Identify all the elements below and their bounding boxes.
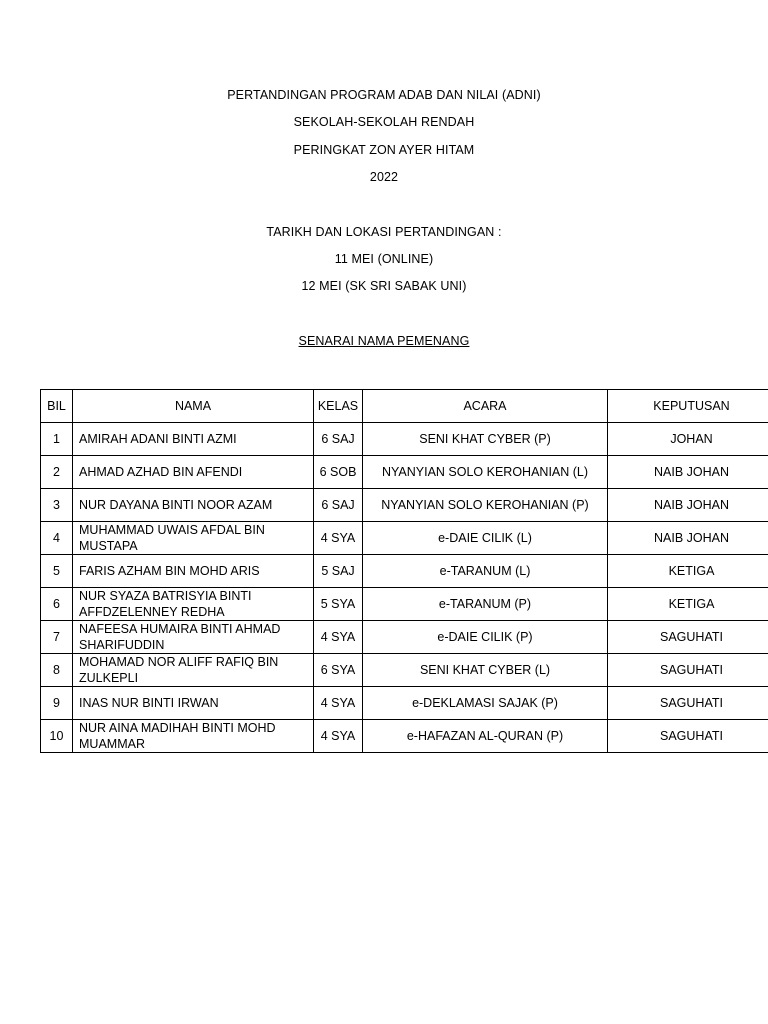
cell-nama: NUR SYAZA BATRISYIA BINTI AFFDZELENNEY REDHA <box>73 588 314 621</box>
table-header-row <box>41 390 768 423</box>
cell-kelas: 6 SOB <box>314 456 363 489</box>
cell-keputusan: SAGUHATI <box>608 621 768 654</box>
cell-bil: 7 <box>41 621 73 654</box>
title-line-2: SEKOLAH-SEKOLAH RENDAH <box>293 115 475 129</box>
cell-acara: e-DAIE CILIK (L) <box>363 522 608 555</box>
table-row <box>41 522 768 555</box>
cell-nama: MUHAMMAD UWAIS AFDAL BIN MUSTAPA <box>73 522 314 555</box>
cell-bil: 9 <box>41 687 73 720</box>
cell-keputusan: NAIB JOHAN <box>608 456 768 489</box>
cell-kelas: 5 SAJ <box>314 555 363 588</box>
winners-list-heading-text: SENARAI NAMA PEMENANG <box>298 334 470 348</box>
cell-nama: MOHAMAD NOR ALIFF RAFIQ BIN ZULKEPLI <box>73 654 314 687</box>
cell-bil: 10 <box>41 720 73 753</box>
cell-kelas: 4 SYA <box>314 621 363 654</box>
table-row <box>41 456 768 489</box>
cell-kelas: 6 SYA <box>314 654 363 687</box>
cell-bil: 2 <box>41 456 73 489</box>
cell-bil: 1 <box>41 423 73 456</box>
cell-keputusan: SAGUHATI <box>608 654 768 687</box>
cell-keputusan: SAGUHATI <box>608 687 768 720</box>
cell-keputusan: KETIGA <box>608 588 768 621</box>
table-row <box>41 687 768 720</box>
cell-nama: NUR DAYANA BINTI NOOR AZAM <box>73 489 314 522</box>
cell-kelas: 4 SYA <box>314 687 363 720</box>
cell-nama: AMIRAH ADANI BINTI AZMI <box>73 423 314 456</box>
cell-kelas: 6 SAJ <box>314 489 363 522</box>
cell-acara: e-HAFAZAN AL-QURAN (P) <box>363 720 608 753</box>
table-body <box>41 423 768 753</box>
title-line-1: PERTANDINGAN PROGRAM ADAB DAN NILAI (ADNI) <box>227 88 541 102</box>
table-row <box>41 720 768 753</box>
cell-bil: 5 <box>41 555 73 588</box>
cell-acara: e-DEKLAMASI SAJAK (P) <box>363 687 608 720</box>
cell-keputusan: SAGUHATI <box>608 720 768 753</box>
column-header-bil: BIL <box>41 390 73 423</box>
cell-bil: 8 <box>41 654 73 687</box>
cell-acara: NYANYIAN SOLO KEROHANIAN (P) <box>363 489 608 522</box>
cell-acara: e-DAIE CILIK (P) <box>363 621 608 654</box>
cell-nama: FARIS AZHAM BIN MOHD ARIS <box>73 555 314 588</box>
date-online: 11 MEI (ONLINE) <box>334 252 434 266</box>
cell-nama: INAS NUR BINTI IRWAN <box>73 687 314 720</box>
title-line-3: PERINGKAT ZON AYER HITAM <box>293 143 475 157</box>
title-year: 2022 <box>369 170 399 184</box>
table-row <box>41 621 768 654</box>
cell-acara: e-TARANUM (P) <box>363 588 608 621</box>
cell-nama: AHMAD AZHAD BIN AFENDI <box>73 456 314 489</box>
table-row <box>41 423 768 456</box>
cell-bil: 6 <box>41 588 73 621</box>
table-row <box>41 588 768 621</box>
cell-nama: NAFEESA HUMAIRA BINTI AHMAD SHARIFUDDIN <box>73 621 314 654</box>
cell-acara: SENI KHAT CYBER (L) <box>363 654 608 687</box>
table-row <box>41 654 768 687</box>
column-header-kelas: KELAS <box>314 390 363 423</box>
cell-keputusan: JOHAN <box>608 423 768 456</box>
table-row <box>41 489 768 522</box>
cell-kelas: 4 SYA <box>314 522 363 555</box>
cell-keputusan: NAIB JOHAN <box>608 489 768 522</box>
cell-keputusan: KETIGA <box>608 555 768 588</box>
cell-bil: 4 <box>41 522 73 555</box>
table-row <box>41 555 768 588</box>
date-location-heading: TARIKH DAN LOKASI PERTANDINGAN : <box>266 225 502 239</box>
cell-acara: NYANYIAN SOLO KEROHANIAN (L) <box>363 456 608 489</box>
cell-kelas: 4 SYA <box>314 720 363 753</box>
date-venue: 12 MEI (SK SRI SABAK UNI) <box>301 279 467 293</box>
cell-keputusan: NAIB JOHAN <box>608 522 768 555</box>
cell-acara: e-TARANUM (L) <box>363 555 608 588</box>
cell-bil: 3 <box>41 489 73 522</box>
cell-acara: SENI KHAT CYBER (P) <box>363 423 608 456</box>
cell-nama: NUR AINA MADIHAH BINTI MOHD MUAMMAR <box>73 720 314 753</box>
winners-list-heading <box>0 334 768 348</box>
column-header-keputusan: KEPUTUSAN <box>608 390 768 423</box>
winners-table <box>40 389 768 753</box>
column-header-nama: NAMA <box>73 390 314 423</box>
cell-kelas: 6 SAJ <box>314 423 363 456</box>
cell-kelas: 5 SYA <box>314 588 363 621</box>
column-header-acara: ACARA <box>363 390 608 423</box>
